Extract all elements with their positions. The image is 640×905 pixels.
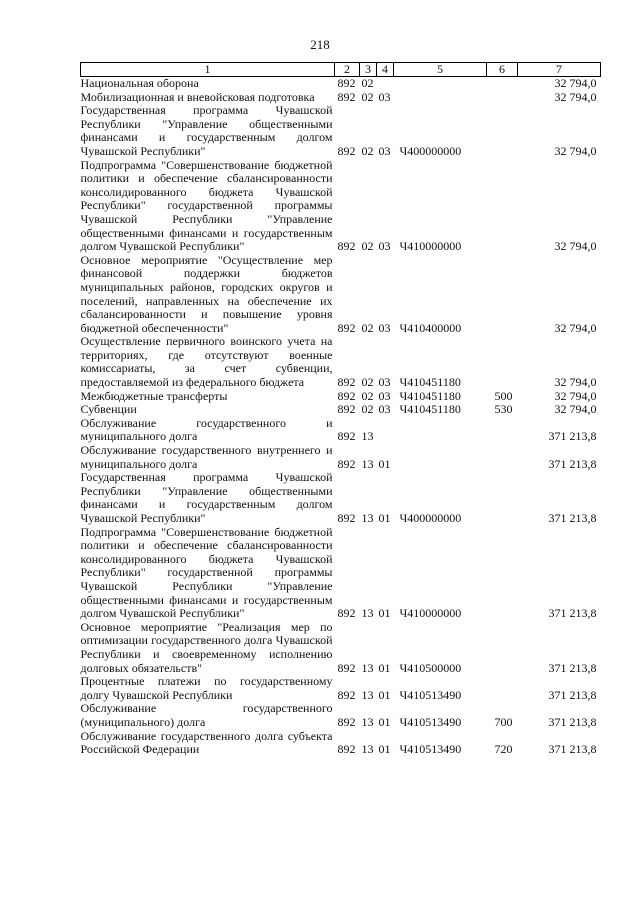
row-vr [487,335,518,389]
row-csr: Ч410500000 [399,660,462,675]
row-csr [394,77,487,91]
row-name: Субвенции [80,402,137,417]
row-amount: 371 213,8 [548,742,597,757]
row-csr: Ч410451180 [399,375,461,390]
row-amount: 32 794,0 [554,76,597,90]
row-rz: 02 [361,76,374,90]
table-row [81,104,601,158]
row-gr: 892 [337,660,356,675]
row-csr: Ч410513490 [399,714,462,729]
table-row [81,730,601,757]
row-amount: 32 794,0 [554,402,597,417]
row-vr [487,471,518,525]
row-vr [487,444,518,471]
row-name: Государственная программа Чувашской Республики "Управление общественными финансами и государственным долгом Чувашской Республики" [80,470,333,525]
row-vr [487,526,518,621]
table-row [81,675,601,702]
row-vr [487,159,518,254]
row-pr: 03 [378,402,391,417]
row-csr: Ч410513490 [399,687,462,702]
row-name: Межбюджетные трансферты [80,388,228,403]
row-csr [394,444,487,471]
row-name: Основное мероприятие "Осуществление мер финансовой поддержки бюджетов муниципальных районов, городских округов и поселений, направленных на обеспечение их сбалансированности и повышение уровня бюджетной обеспеченности" [80,252,333,335]
row-name: Процентные платежи по государственному долгу Чувашской Республики [80,674,333,702]
row-vr [487,77,518,91]
budget-table [80,62,601,757]
row-name: Обслуживание государственного долга субъекта Российской Федерации [80,728,333,757]
row-pr: 03 [378,375,391,390]
row-pr: 01 [378,714,391,729]
row-rz: 02 [361,402,374,417]
row-csr [394,91,487,105]
page-number: 218 [310,37,330,52]
row-vr [487,417,518,444]
row-rz: 13 [361,714,374,729]
row-gr: 892 [337,76,356,90]
row-vr: 500 [494,388,513,403]
table-row [81,621,601,675]
row-gr: 892 [337,320,356,335]
row-amount: 371 213,8 [548,606,597,621]
row-pr: 03 [378,239,391,254]
row-gr: 892 [337,402,356,417]
row-csr: Ч410000000 [399,606,462,621]
row-vr [487,104,518,158]
row-amount: 371 213,8 [548,456,597,471]
row-gr: 892 [337,429,356,444]
row-gr: 892 [337,375,356,390]
row-vr [487,91,518,105]
row-csr [394,417,487,444]
column-header-gr: 2 [335,63,360,77]
row-name: Подпрограмма "Совершенствование бюджетной политики и обеспечение сбалансированности консолидированного бюджета Чувашской Республики" государственной программы Чувашской Республики "Управление общественными финансами и государственным долгом Чувашской Республики" [80,157,333,254]
row-amount: 32 794,0 [554,320,597,335]
row-gr: 892 [337,239,356,254]
table-row [81,702,601,729]
row-gr: 892 [337,511,356,525]
row-pr: 03 [378,143,391,158]
row-amount: 371 213,8 [548,687,597,702]
row-pr [377,417,394,444]
row-rz: 13 [361,511,374,525]
table-row [81,77,601,91]
table-body [81,77,601,757]
row-vr [487,675,518,702]
row-name: Обслуживание государственного внутреннего и муниципального долга [80,443,333,471]
row-rz: 13 [361,742,374,757]
table-row [81,417,601,444]
table-header [81,63,601,77]
column-header-vr: 6 [487,63,518,77]
row-csr: Ч410451180 [399,388,461,403]
row-pr: 01 [378,660,391,675]
row-name: Подпрограмма "Совершенствование бюджетной политики и обеспечение сбалансированности консолидированного бюджета Чувашской Республики" государственной программы Чувашской Республики "Управление общественными финансами и государственным долгом Чувашской Республики" [80,524,333,621]
column-header-amount: 7 [518,63,601,77]
table-row [81,526,601,621]
row-gr: 892 [337,89,356,104]
row-amount: 32 794,0 [554,143,597,158]
row-pr: 03 [378,388,391,403]
column-header-name: 1 [81,63,335,77]
row-gr: 892 [337,714,356,729]
row-gr: 892 [337,388,356,403]
row-rz: 02 [361,375,374,390]
row-rz: 13 [361,456,374,471]
row-rz: 02 [361,89,374,104]
row-amount: 371 213,8 [548,429,597,444]
table-row [81,390,601,404]
row-csr: Ч400000000 [399,511,462,525]
row-amount: 371 213,8 [548,714,597,729]
row-pr: 01 [378,456,391,471]
row-csr: Ч410451180 [399,402,461,417]
row-gr: 892 [337,606,356,621]
row-pr: 03 [378,89,391,104]
row-rz: 13 [361,429,374,444]
row-rz: 13 [361,687,374,702]
row-amount: 371 213,8 [548,660,597,675]
row-gr: 892 [337,742,356,757]
row-name: Государственная программа Чувашской Республики "Управление общественными финансами и государственным долгом Чувашской Республики" [80,103,333,158]
row-vr [487,254,518,336]
row-pr [377,77,394,91]
table-row [81,254,601,336]
row-amount: 371 213,8 [548,511,597,525]
row-amount: 32 794,0 [554,239,597,254]
row-name: Мобилизационная и вневойсковая подготовка [80,89,315,104]
row-amount: 32 794,0 [554,388,597,403]
row-rz: 13 [361,606,374,621]
table-row [81,91,601,105]
table-row [81,471,601,525]
column-header-csr: 5 [394,63,487,77]
row-name: Основное мероприятие "Реализация мер по оптимизации государственного долга Чувашской Республики и своевременному исполнению долговых обязательств" [80,619,333,675]
column-header-pr: 4 [377,63,394,77]
row-csr: Ч410513490 [399,742,462,757]
row-amount: 32 794,0 [554,89,597,104]
table-row [81,335,601,389]
row-name: Осуществление первичного воинского учета на территориях, где отсутствуют военные комиссариаты, за счет субвенции, предоставляемой из федерального бюджета [80,334,333,390]
row-name: Национальная оборона [80,76,199,90]
row-rz: 02 [361,239,374,254]
row-csr: Ч410400000 [399,320,462,335]
row-rz: 02 [361,320,374,335]
table-row [81,403,601,417]
row-rz: 13 [361,660,374,675]
row-name: Обслуживание государственного (муниципального) долга [80,701,333,729]
row-rz: 02 [361,388,374,403]
row-vr: 700 [494,714,513,729]
row-csr: Ч400000000 [399,143,462,158]
row-rz: 02 [361,143,374,158]
column-header-rz: 3 [360,63,377,77]
row-name: Обслуживание государственного и муниципального долга [80,415,333,444]
row-vr: 530 [494,402,513,417]
row-gr: 892 [337,687,356,702]
row-pr: 01 [378,742,391,757]
row-csr: Ч410000000 [399,239,462,254]
row-amount: 32 794,0 [554,375,597,390]
row-pr: 01 [378,511,391,525]
row-pr: 01 [378,606,391,621]
row-pr: 01 [378,687,391,702]
table-row [81,159,601,254]
row-pr: 03 [378,320,391,335]
table-row [81,444,601,471]
row-gr: 892 [337,456,356,471]
row-vr [487,621,518,675]
row-vr: 720 [494,742,513,757]
row-gr: 892 [337,143,356,158]
